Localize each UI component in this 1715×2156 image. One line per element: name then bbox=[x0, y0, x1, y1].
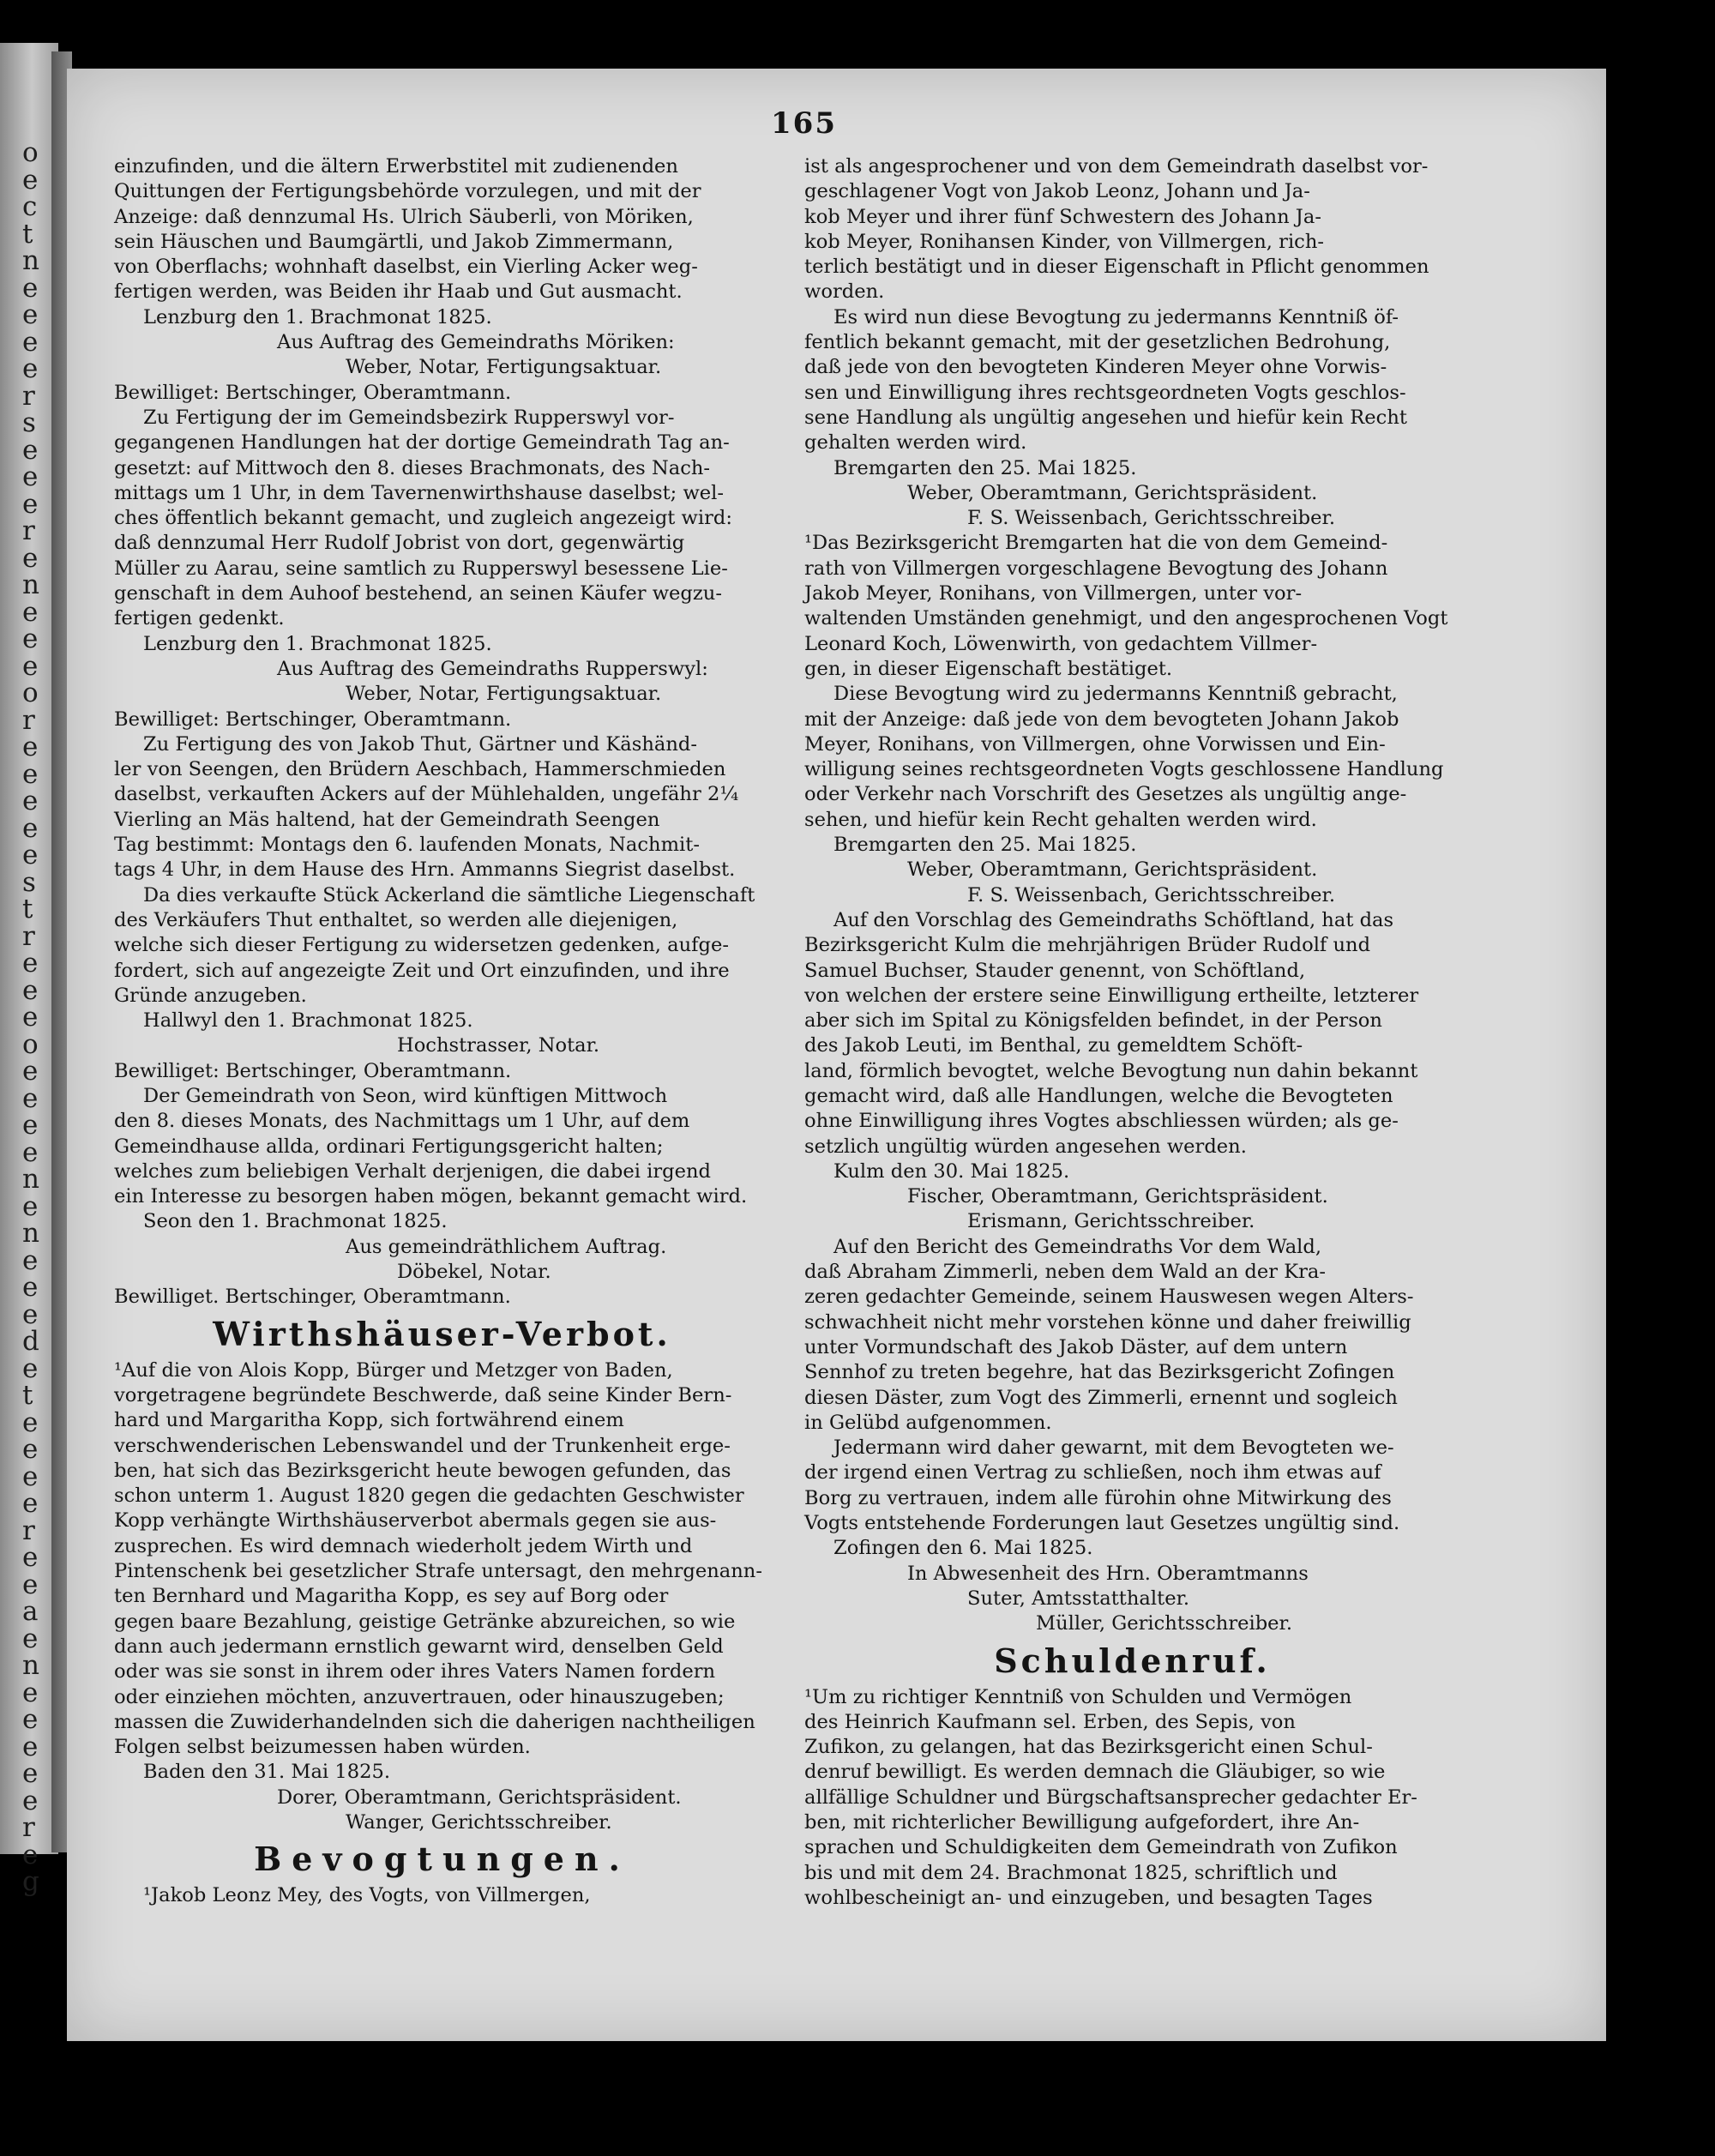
text-line: des Jakob Leuti, im Benthal, zu gemeldtem Schöft- bbox=[804, 1034, 1303, 1057]
text-line: daß Abraham Zimmerli, neben dem Wald an der Kra- bbox=[804, 1261, 1326, 1284]
text-line: Leonard Koch, Löwenwirth, von gedachtem Villmer- bbox=[804, 632, 1318, 655]
text-line: terlich bestätigt und in dieser Eigenschaft in Pflicht genommen bbox=[804, 256, 1429, 279]
text-line: Quittungen der Fertigungsbehörde vorzulegen, und mit der bbox=[114, 180, 701, 203]
text-line: gemacht wird, daß alle Handlungen, welche die Bevogteten bbox=[804, 1084, 1393, 1107]
edge-glyph: e bbox=[22, 1542, 39, 1573]
edge-glyph: e bbox=[22, 1272, 39, 1303]
text-line: Tag bestimmt: Montags den 6. laufenden Monats, Nachmit- bbox=[114, 834, 700, 857]
section-heading: Bevogtungen. bbox=[254, 1840, 630, 1879]
previous-page-edge bbox=[0, 43, 58, 1897]
text-line: Gründe anzugeben. bbox=[114, 984, 307, 1007]
text-line: Erismann, Gerichtsschreiber. bbox=[967, 1210, 1255, 1233]
edge-glyph: e bbox=[22, 1677, 39, 1708]
edge-glyph: e bbox=[22, 650, 39, 682]
text-line: fertigen werden, was Beiden ihr Haab und Gut ausmacht. bbox=[114, 280, 683, 304]
edge-glyph: t bbox=[22, 1380, 33, 1411]
edge-glyph: r bbox=[22, 1515, 35, 1546]
text-line: ohne Einwilligung ihres Vogtes abschliessen würden; als ge- bbox=[804, 1110, 1399, 1133]
text-line: Bezirksgericht Kulm die mehrjährigen Brüder Rudolf und bbox=[804, 934, 1371, 957]
edge-glyph: e bbox=[22, 1406, 39, 1438]
text-line: zusprechen. Es wird demnach wiederholt jedem Wirth und bbox=[114, 1534, 693, 1557]
edge-glyph: e bbox=[22, 434, 39, 466]
text-line: diesen Däster, zum Vogt des Zimmerli, ernennt und sogleich bbox=[804, 1386, 1398, 1409]
edge-glyph: e bbox=[22, 840, 39, 870]
text-line: Gemeindhause allda, ordinari Fertigungsgericht halten; bbox=[114, 1135, 664, 1158]
text-line: sein Häuschen und Baumgärtli, und Jakob Zimmermann, bbox=[114, 230, 674, 253]
text-line: Zu Fertigung des von Jakob Thut, Gärtner und Käshänd- bbox=[143, 732, 698, 756]
edge-glyph: e bbox=[22, 623, 39, 654]
text-line: Bewilliget: Bertschinger, Oberamtmann. bbox=[114, 708, 512, 731]
text-line: Kopp verhängte Wirthshäuserverbot abermals gegen sie aus- bbox=[114, 1509, 717, 1533]
text-line: fentlich bekannt gemacht, mit der gesetzlichen Bedrohung, bbox=[804, 331, 1391, 354]
text-line: daß dennzumal Herr Rudolf Jobrist von dort, gegenwärtig bbox=[114, 532, 685, 555]
edge-glyph: e bbox=[22, 1488, 39, 1519]
text-line: Anzeige: daß dennzumal Hs. Ulrich Säuberli, von Möriken, bbox=[114, 205, 694, 228]
text-line: kob Meyer und ihrer fünf Schwestern des Johann Ja- bbox=[804, 205, 1321, 228]
text-line: welche sich dieser Fertigung zu widersetzen gedenken, aufge- bbox=[114, 934, 729, 957]
text-line: Weber, Notar, Fertigungsaktuar. bbox=[346, 356, 662, 379]
document-page bbox=[67, 69, 1606, 2041]
text-line: verschwenderischen Lebenswandel und der Trunkenheit erge- bbox=[114, 1434, 731, 1457]
text-line: Aus gemeindräthlichem Auftrag. bbox=[346, 1235, 667, 1258]
text-line: In Abwesenheit des Hrn. Oberamtmanns bbox=[907, 1562, 1309, 1585]
text-line: Kulm den 30. Mai 1825. bbox=[833, 1159, 1070, 1183]
text-line: Bewilliget: Bertschinger, Oberamtmann. bbox=[114, 381, 512, 404]
text-line: Lenzburg den 1. Brachmonat 1825. bbox=[143, 305, 492, 328]
text-line: Weber, Notar, Fertigungsaktuar. bbox=[346, 683, 662, 706]
text-line: geschlagener Vogt von Jakob Leonz, Johann und Ja- bbox=[804, 180, 1310, 203]
page-number: 165 bbox=[771, 106, 837, 141]
edge-glyph: o bbox=[22, 137, 39, 168]
edge-glyph: s bbox=[22, 866, 36, 898]
edge-glyph: e bbox=[22, 948, 39, 979]
edge-glyph: r bbox=[22, 1812, 35, 1843]
edge-glyph: e bbox=[22, 1434, 39, 1465]
text-line: zeren gedachter Gemeinde, seinem Hauswesen wegen Alters- bbox=[804, 1286, 1414, 1309]
text-line: Zu Fertigung der im Gemeindsbezirk Rupperswyl vor- bbox=[143, 406, 675, 429]
right-column bbox=[804, 154, 1460, 1911]
text-line: ben, hat sich das Bezirksgericht heute bewogen gefunden, das bbox=[114, 1459, 731, 1482]
text-line: Meyer, Ronihans, von Villmergen, ohne Vorwissen und Ein- bbox=[804, 732, 1386, 756]
text-line: land, förmlich bevogtet, welche Bevogtung nun dahin bekannt bbox=[804, 1059, 1418, 1082]
text-line: Bewilliget. Bertschinger, Oberamtmann. bbox=[114, 1286, 511, 1309]
text-line: Dorer, Oberamtmann, Gerichtspräsident. bbox=[277, 1786, 682, 1809]
text-line: Zufikon, zu gelangen, hat das Bezirksgericht einen Schul- bbox=[804, 1736, 1373, 1759]
text-line: mittags um 1 Uhr, in dem Tavernenwirthshause daselbst; wel- bbox=[114, 481, 725, 504]
edge-glyph: e bbox=[22, 1623, 39, 1654]
text-line: ¹Um zu richtiger Kenntniß von Schulden und Vermögen bbox=[804, 1685, 1352, 1708]
text-line: Der Gemeindrath von Seon, wird künftigen Mittwoch bbox=[143, 1084, 668, 1107]
text-line: wohlbescheinigt an- und einzugeben, und besagten Tages bbox=[804, 1886, 1373, 1909]
text-line: Bremgarten den 25. Mai 1825. bbox=[833, 834, 1137, 857]
text-line: der irgend einen Vertrag zu schließen, noch ihm etwas auf bbox=[804, 1461, 1381, 1485]
text-line: willigung seines rechtsgeordneten Vogts geschlossene Handlung bbox=[804, 758, 1444, 781]
text-line: ¹Auf die von Alois Kopp, Bürger und Metzger von Baden, bbox=[114, 1358, 673, 1382]
text-line: gesetzt: auf Mittwoch den 8. dieses Brachmonats, des Nach- bbox=[114, 456, 711, 479]
text-line: ler von Seengen, den Brüdern Aeschbach, Hammerschmieden bbox=[114, 758, 726, 781]
text-line: F. S. Weissenbach, Gerichtsschreiber. bbox=[967, 883, 1336, 906]
edge-glyph: e bbox=[22, 1298, 39, 1330]
text-line: schon unterm 1. August 1820 gegen die gedachten Geschwister bbox=[114, 1485, 744, 1508]
edge-glyph: e bbox=[22, 164, 39, 196]
text-line: Wanger, Gerichtsschreiber. bbox=[346, 1811, 612, 1834]
text-line: ches öffentlich bekannt gemacht, und zugleich angezeigt wird: bbox=[114, 507, 732, 530]
text-line: des Verkäufers Thut enthaltet, so werden alle diejenigen, bbox=[114, 908, 678, 931]
text-line: Hochstrasser, Notar. bbox=[397, 1034, 600, 1057]
text-line: ten Bernhard und Magaritha Kopp, es sey auf Borg oder bbox=[114, 1585, 669, 1608]
edge-glyph: e bbox=[22, 812, 39, 844]
text-line: ¹Jakob Leonz Mey, des Vogts, von Villmergen, bbox=[143, 1884, 591, 1907]
edge-glyph: r bbox=[22, 920, 35, 952]
text-line: gehalten werden wird. bbox=[804, 431, 1027, 455]
edge-glyph: o bbox=[22, 678, 39, 708]
text-line: Da dies verkaufte Stück Ackerland die sämtliche Liegenschaft bbox=[143, 883, 755, 906]
edge-glyph: s bbox=[22, 407, 36, 438]
section-heading: Schuldenruf. bbox=[994, 1641, 1271, 1680]
edge-glyph: e bbox=[22, 1758, 39, 1789]
text-line: hard und Margaritha Kopp, sich fortwährend einem bbox=[114, 1409, 624, 1432]
text-line: kob Meyer, Ronihansen Kinder, von Villmergen, rich- bbox=[804, 230, 1325, 253]
text-line: genschaft in dem Auhoof bestehend, an seinen Käufer wegzu- bbox=[114, 582, 722, 605]
edge-glyph: e bbox=[22, 1002, 39, 1033]
edge-glyph: e bbox=[22, 1082, 39, 1114]
edge-glyph: n bbox=[22, 569, 39, 600]
text-line: welches zum beliebigen Verhalt derjenigen, die dabei irgend bbox=[114, 1159, 712, 1183]
text-line: Weber, Oberamtmann, Gerichtspräsident. bbox=[907, 858, 1318, 882]
text-line: Es wird nun diese Bevogtung zu jedermanns Kenntniß öf- bbox=[833, 305, 1399, 328]
edge-glyph: n bbox=[22, 1218, 39, 1249]
edge-glyph: e bbox=[22, 596, 39, 628]
text-line: oder was sie sonst in ihrem oder ihres Vaters Namen fordern bbox=[114, 1660, 716, 1683]
edge-glyph: n bbox=[22, 245, 39, 276]
text-line: aber sich im Spital zu Königsfelden befindet, in der Person bbox=[804, 1009, 1382, 1033]
edge-glyph: r bbox=[22, 380, 35, 412]
edge-glyph: e bbox=[22, 1569, 39, 1600]
text-line: waltenden Umständen genehmigt, und den angesprochenen Vogt bbox=[804, 607, 1448, 630]
text-line: setzlich ungültig würden angesehen werden. bbox=[804, 1135, 1247, 1158]
edge-glyph: e bbox=[22, 1190, 39, 1222]
text-line: tags 4 Uhr, in dem Hause des Hrn. Ammanns Siegrist daselbst. bbox=[114, 858, 736, 882]
text-line: Hallwyl den 1. Brachmonat 1825. bbox=[143, 1009, 473, 1033]
text-line: Vogts entstehende Forderungen laut Gesetzes ungültig sind. bbox=[804, 1512, 1400, 1535]
text-line: Aus Auftrag des Gemeindraths Rupperswyl: bbox=[277, 657, 708, 680]
text-line: gegangenen Handlungen hat der dortige Gemeindrath Tag an- bbox=[114, 431, 730, 455]
text-line: Diese Bevogtung wird zu jedermanns Kenntniß gebracht, bbox=[833, 683, 1398, 706]
text-line: Weber, Oberamtmann, Gerichtspräsident. bbox=[907, 481, 1318, 504]
edge-glyph: o bbox=[22, 1028, 39, 1060]
text-line: Borg zu vertrauen, indem alle fürohin ohne Mitwirkung des bbox=[804, 1486, 1392, 1509]
edge-glyph: e bbox=[22, 1785, 39, 1816]
text-line: ¹Das Bezirksgericht Bremgarten hat die von dem Gemeind- bbox=[804, 532, 1388, 555]
text-line: daß jede von den bevogteten Kinderen Meyer ohne Vorwis- bbox=[804, 356, 1387, 379]
text-line: Suter, Amtsstatthalter. bbox=[967, 1587, 1190, 1610]
text-line: sehen, und hiefür kein Recht gehalten werden wird. bbox=[804, 808, 1317, 831]
edge-glyph: e bbox=[22, 974, 39, 1006]
edge-glyph: e bbox=[22, 1731, 39, 1762]
edge-glyph: e bbox=[22, 1704, 39, 1735]
text-line: Aus Auftrag des Gemeindraths Möriken: bbox=[277, 331, 675, 354]
text-line: einzufinden, und die ältern Erwerbstitel mit zudienenden bbox=[114, 155, 678, 178]
text-line: dann auch jedermann ernstlich gewarnt wird, denselben Geld bbox=[114, 1635, 724, 1658]
text-line: des Heinrich Kaufmann sel. Erben, des Sepis, von bbox=[804, 1710, 1296, 1733]
text-line: Bewilliget: Bertschinger, Oberamtmann. bbox=[114, 1059, 512, 1082]
text-line: worden. bbox=[804, 280, 885, 304]
edge-glyph: n bbox=[22, 1164, 39, 1195]
text-line: fertigen gedenkt. bbox=[114, 607, 285, 630]
edge-glyph: e bbox=[22, 1839, 39, 1870]
text-line: Döbekel, Notar. bbox=[397, 1261, 551, 1284]
edge-glyph: e bbox=[22, 1110, 39, 1141]
edge-glyph: e bbox=[22, 542, 39, 574]
text-line: Sennhof zu treten begehre, hat das Bezirksgericht Zofingen bbox=[804, 1361, 1395, 1384]
edge-glyph: n bbox=[22, 1650, 39, 1681]
text-line: Auf den Vorschlag des Gemeindraths Schöftland, hat das bbox=[833, 908, 1394, 931]
edge-glyph: e bbox=[22, 1352, 39, 1384]
edge-glyph: e bbox=[22, 1244, 39, 1276]
edge-glyph: e bbox=[22, 299, 39, 330]
text-line: sen und Einwilligung ihres rechtsgeordneten Vogts geschlos- bbox=[804, 381, 1406, 404]
text-line: gegen baare Bezahlung, geistige Getränke abzureichen, so wie bbox=[114, 1610, 736, 1633]
edge-glyph: c bbox=[22, 191, 38, 222]
text-line: oder Verkehr nach Vorschrift des Gesetzes als ungültig ange- bbox=[804, 783, 1407, 806]
edge-glyph: e bbox=[22, 1056, 39, 1087]
text-line: ist als angesprochener und von dem Gemeindrath daselbst vor- bbox=[804, 155, 1429, 178]
text-line: schwachheit nicht mehr vorstehen könne und daher freiwillig bbox=[804, 1310, 1411, 1334]
edge-glyph: r bbox=[22, 515, 35, 546]
edge-glyph: e bbox=[22, 272, 39, 304]
edge-glyph: e bbox=[22, 786, 39, 816]
text-line: Pintenschenk bei gesetzlicher Strafe untersagt, den mehrgenann- bbox=[114, 1560, 762, 1583]
section-heading: Wirthshäuser-Verbot. bbox=[213, 1314, 671, 1353]
text-line: gen, in dieser Eigenschaft bestätiget. bbox=[804, 657, 1173, 680]
text-line: Seon den 1. Brachmonat 1825. bbox=[143, 1210, 448, 1233]
edge-glyph: r bbox=[22, 704, 35, 736]
edge-glyph: d bbox=[22, 1326, 39, 1357]
text-line: Jedermann wird daher gewarnt, mit dem Bevogteten we- bbox=[833, 1436, 1394, 1460]
text-line: Auf den Bericht des Gemeindraths Vor dem Wald, bbox=[833, 1235, 1322, 1258]
text-line: in Gelübd aufgenommen. bbox=[804, 1411, 1052, 1434]
text-line: ein Interesse zu besorgen haben mögen, bekannt gemacht wird. bbox=[114, 1185, 748, 1208]
text-line: fordert, sich auf angezeigte Zeit und Ort einzufinden, und ihre bbox=[114, 959, 730, 982]
edge-glyph: e bbox=[22, 353, 39, 384]
left-column bbox=[114, 154, 770, 1909]
text-line: von Oberflachs; wohnhaft daselbst, ein Vierling Acker weg- bbox=[114, 256, 698, 279]
text-line: F. S. Weissenbach, Gerichtsschreiber. bbox=[967, 507, 1336, 530]
text-line: Folgen selbst beizumessen haben würden. bbox=[114, 1736, 531, 1759]
text-line: Fischer, Oberamtmann, Gerichtspräsident. bbox=[907, 1185, 1328, 1208]
text-line: Lenzburg den 1. Brachmonat 1825. bbox=[143, 632, 492, 655]
text-line: bis und mit dem 24. Brachmonat 1825, schriftlich und bbox=[804, 1861, 1338, 1884]
edge-glyph: t bbox=[22, 894, 33, 924]
text-line: unter Vormundschaft des Jakob Däster, auf dem untern bbox=[804, 1335, 1348, 1358]
edge-glyph: t bbox=[22, 218, 33, 250]
edge-glyph: e bbox=[22, 1460, 39, 1492]
edge-glyph: e bbox=[22, 326, 39, 358]
edge-glyph: e bbox=[22, 732, 39, 762]
text-line: vorgetragene begründete Beschwerde, daß seine Kinder Bern- bbox=[114, 1383, 732, 1406]
edge-glyph: e bbox=[22, 461, 39, 492]
text-line: rath von Villmergen vorgeschlagene Bevogtung des Johann bbox=[804, 557, 1388, 580]
text-line: Jakob Meyer, Ronihans, von Villmergen, unter vor- bbox=[804, 582, 1303, 605]
text-line: sene Handlung als ungültig angesehen und hiefür kein Recht bbox=[804, 406, 1407, 429]
text-line: denruf bewilligt. Es werden demnach die Gläubiger, so wie bbox=[804, 1761, 1386, 1784]
text-line: sprachen und Schuldigkeiten dem Gemeindrath von Zufikon bbox=[804, 1836, 1398, 1859]
edge-glyph: a bbox=[22, 1596, 39, 1627]
text-line: Vierling an Mäs haltend, hat der Gemeindrath Seengen bbox=[114, 808, 660, 831]
text-line: Müller zu Aarau, seine samtlich zu Rupperswyl besessene Lie- bbox=[114, 557, 728, 580]
edge-glyph: e bbox=[22, 1136, 39, 1168]
text-line: Müller, Gerichtsschreiber. bbox=[1036, 1612, 1293, 1635]
text-line: Samuel Buchser, Stauder genennt, von Schöftland, bbox=[804, 959, 1306, 982]
edge-glyph: e bbox=[22, 758, 39, 790]
text-line: allfällige Schuldner und Bürgschaftsansprecher gedachter Er- bbox=[804, 1786, 1417, 1809]
text-line: von welchen der erstere seine Einwilligung ertheilte, letzterer bbox=[804, 984, 1419, 1007]
text-line: daselbst, verkauften Ackers auf der Mühlehalden, ungefähr 2¼ bbox=[114, 783, 739, 806]
text-line: mit der Anzeige: daß jede von dem bevogteten Johann Jakob bbox=[804, 708, 1399, 731]
text-line: den 8. dieses Monats, des Nachmittags um 1 Uhr, auf dem bbox=[114, 1110, 690, 1133]
text-line: Baden den 31. Mai 1825. bbox=[143, 1761, 391, 1784]
edge-glyph: e bbox=[22, 488, 39, 520]
text-line: ben, mit richterlicher Bewilligung aufgefordert, ihre An- bbox=[804, 1811, 1360, 1834]
text-line: massen die Zuwiderhandelnden sich die daherigen nachtheiligen bbox=[114, 1710, 755, 1733]
text-line: Zofingen den 6. Mai 1825. bbox=[833, 1537, 1093, 1560]
edge-glyph: g bbox=[22, 1866, 39, 1897]
text-line: Bremgarten den 25. Mai 1825. bbox=[833, 456, 1137, 479]
text-line: oder einziehen möchten, anzuvertrauen, oder hinauszugeben; bbox=[114, 1685, 725, 1708]
